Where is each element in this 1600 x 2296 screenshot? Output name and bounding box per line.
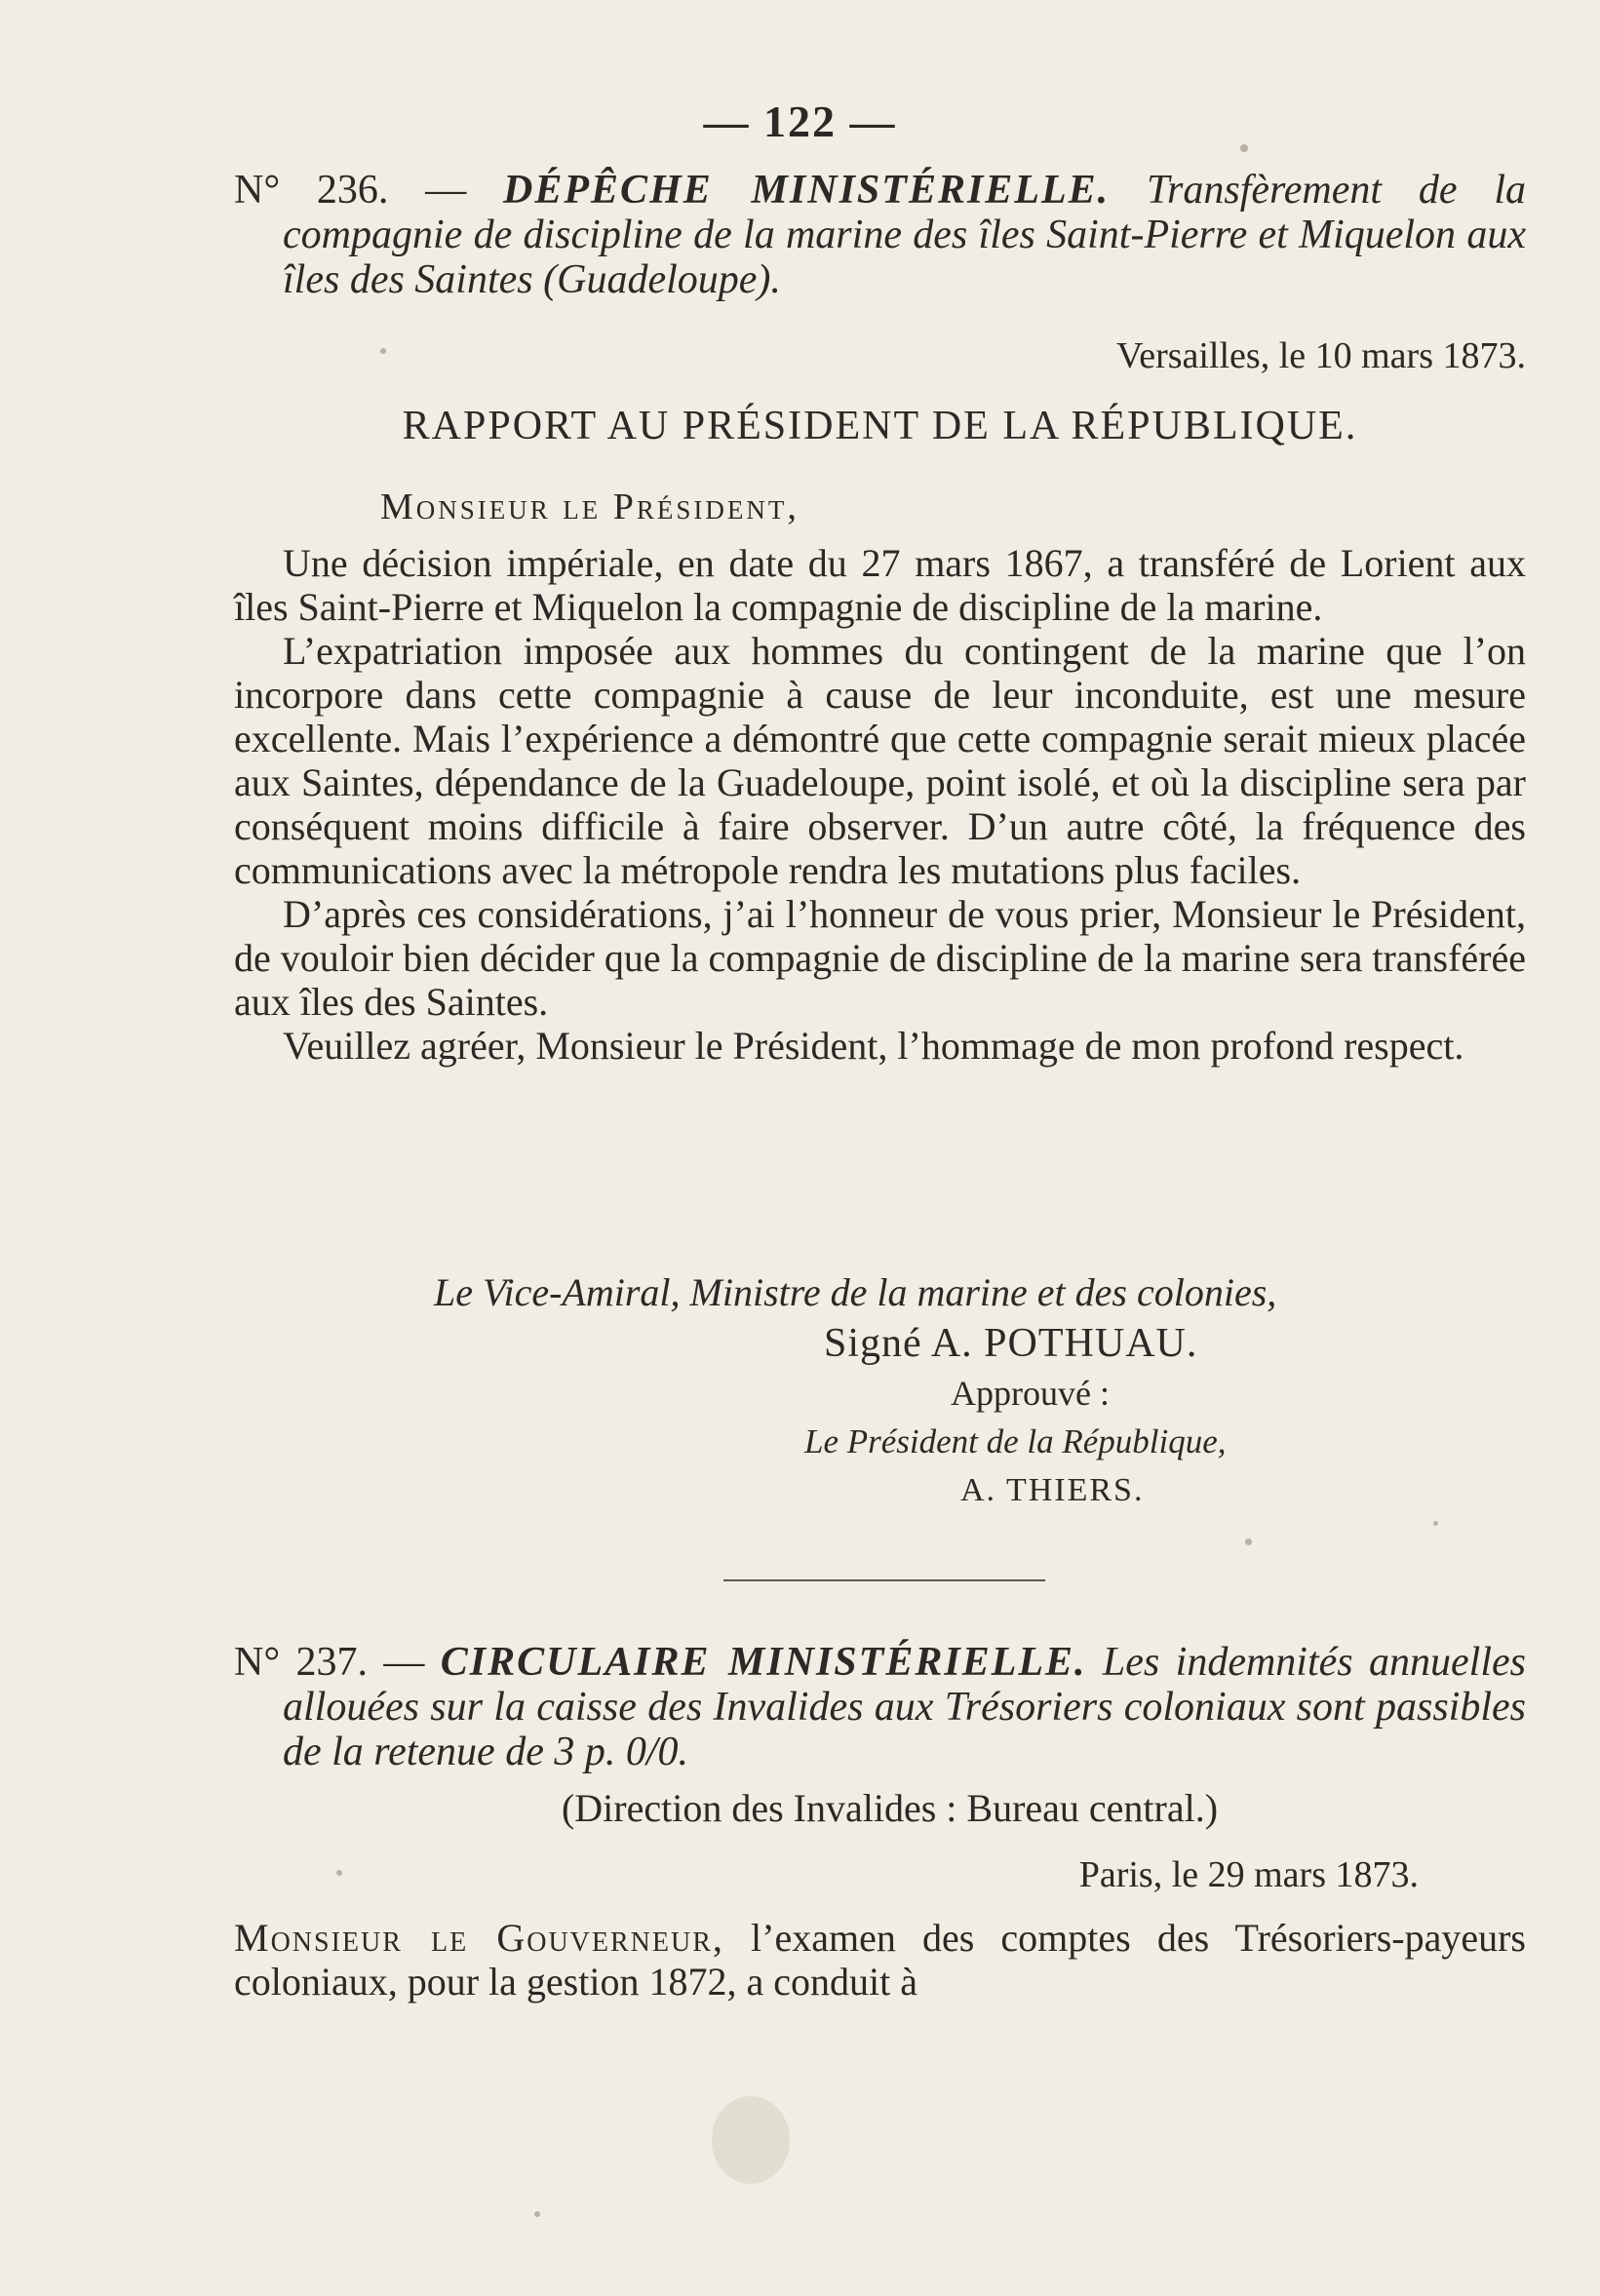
signature-name: Signé A. POTHUAU. xyxy=(824,1321,1198,1366)
entry-237-paragraph xyxy=(234,1916,1526,2004)
entry-237-number: N° 237. — xyxy=(234,1640,441,1685)
entry-236-place-date-block xyxy=(234,333,1526,378)
report-title: RAPPORT AU PRÉSIDENT DE LA RÉPUBLIQUE. xyxy=(402,404,1358,448)
entry-237-type: CIRCULAIRE MINISTÉRIELLE. xyxy=(440,1640,1087,1685)
entry-237-subject: Les indemnités annuelles allouées sur la caisse des Invalides aux Trésoriers coloniaux sont passibles de la retenue de 3 p. 0/0. xyxy=(283,1640,1526,1774)
entry-236-subject: Transfèrement de la compagnie de discipline de la marine des îles Saint-Pierre et Miquelon aux îles des Saintes (Guadeloupe). xyxy=(283,168,1526,302)
paper-speck xyxy=(1240,144,1248,152)
entry-236 xyxy=(234,168,1526,302)
direction-line: (Direction des Invalides : Bureau central.) xyxy=(561,1786,1219,1830)
entry-237-place-date-block xyxy=(234,1852,1526,1897)
entry-237 xyxy=(234,1640,1526,1774)
approver-title: Le Président de la République, xyxy=(804,1422,1227,1460)
report-paragraph-1: Une décision impériale, en date du 27 mars 1867, a transféré de Lorient aux îles Saint-Pierre et Miquelon la compagnie de discipline de la marine. xyxy=(234,541,1526,629)
signature-block xyxy=(234,1267,1526,1515)
paper-stain xyxy=(712,2096,790,2184)
entry-237-place-date: Paris, le 29 mars 1873. xyxy=(1078,1854,1419,1895)
approver-name: A. THIERS. xyxy=(960,1472,1145,1508)
report-body xyxy=(234,541,1526,1068)
approved-label: Approuvé : xyxy=(951,1374,1110,1413)
report-title-block xyxy=(234,402,1526,450)
paper-speck xyxy=(1433,1521,1438,1526)
salutation-236-block xyxy=(234,483,1526,531)
entry-237-text: l’examen des comptes des Trésoriers-payeurs coloniaux, pour la gestion 1872, a conduit à xyxy=(234,1916,1526,2004)
entry-237-body xyxy=(234,1916,1526,2004)
salutation-236: Monsieur le Président, xyxy=(380,486,800,527)
entry-236-number: N° 236. — xyxy=(234,168,504,213)
paper-speck xyxy=(336,1870,342,1876)
section-divider xyxy=(723,1579,1045,1581)
entry-237-heading xyxy=(234,1640,1526,1774)
direction-block xyxy=(234,1784,1526,1833)
page-number: — 122 — xyxy=(703,97,897,146)
entry-236-heading xyxy=(234,168,1526,302)
report-paragraph-3: D’après ces considérations, j’ai l’honneur de vous prier, Monsieur le Président, de vouloir bien décider que la compagnie de discipline de la marine sera transférée aux îles des Saintes. xyxy=(234,892,1526,1024)
report-paragraph-4: Veuillez agréer, Monsieur le Président, l’hommage de mon profond respect. xyxy=(283,1024,1464,1068)
paper-speck xyxy=(1245,1538,1252,1545)
entry-236-type: DÉPÊCHE MINISTÉRIELLE. xyxy=(503,168,1111,213)
paper-speck xyxy=(380,348,386,354)
signature-title: Le Vice-Amiral, Ministre de la marine et des colonies, xyxy=(434,1270,1277,1314)
report-paragraph-2: L’expatriation imposée aux hommes du contingent de la marine que l’on incorpore dans cette compagnie à cause de leur inconduite, est une mesure excellente. Mais l’expérience a démontré que cette compagnie serait mieux placée aux Saintes, dépendance de la Guadeloupe, point isolé, et où la discipline sera par conséquent moins difficile à faire observer. D’un autre côté, la fréquence des communications avec la métropole rendra les mutations plus faciles. xyxy=(234,629,1526,892)
entry-236-place-date: Versailles, le 10 mars 1873. xyxy=(1115,335,1526,376)
salutation-237: Monsieur le Gouverneur, xyxy=(234,1916,724,1960)
paper-speck xyxy=(534,2211,540,2217)
